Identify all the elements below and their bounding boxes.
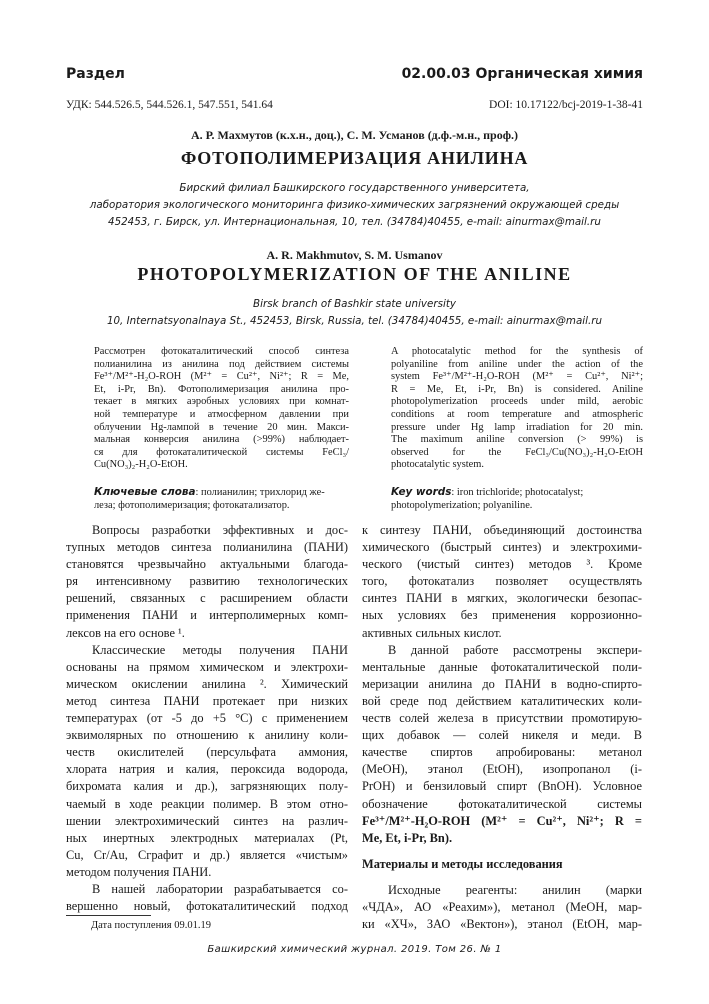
body-line: ческого (чистый синтез) методов ³. Кроме — [362, 557, 642, 572]
body-line: методом получения ПАНИ. — [66, 864, 212, 879]
affiliation-en-line: Birsk branch of Bashkir state university — [253, 298, 456, 310]
title-en: PHOTOPOLYMERIZATION OF THE ANILINE — [137, 264, 572, 284]
abstract-en-line: polyaniline from aniline under the action of the — [391, 358, 643, 370]
keywords-en-line — [391, 486, 643, 500]
abstract-en-line: photocatalytic system. — [391, 459, 484, 471]
body-line: PrOH) и бензиловый спирт (BnOH). Условное — [362, 779, 642, 794]
body-line: температурах (от -5 до +5 °С) с применением — [66, 711, 348, 726]
abstract-ru-line: Рассмотрен фотокаталитический способ синтеза — [94, 346, 349, 357]
authors-ru: А. Р. Махмутов (к.х.н., доц.), С. М. Усманов (д.ф.-м.н., проф.) — [190, 128, 519, 142]
body-line: шении электрохимический синтез на различ- — [66, 813, 348, 828]
body-line: становятся чрезвычайно актуальными благода- — [66, 557, 348, 572]
abstract-en-line: observed for the FeCl₃/Cu(NO₃)₂-H₂O-EtOH — [391, 446, 643, 458]
abstract-ru-line: Fe³⁺/M²⁺-H₂O-ROH (M²⁺ = Cu²⁺, Ni²⁺; R = Me, — [94, 371, 349, 383]
body-line: ментальные данные фотокаталитической поли- — [362, 659, 642, 674]
affiliation-en — [0, 296, 709, 330]
body-line: тупных методов синтеза полианилина (ПАНИ) — [66, 540, 348, 555]
body-line: ки «ХЧ», ЗАО «Вектон»), этанол (EtOH, мар- — [362, 917, 642, 932]
footnote-rule — [66, 915, 151, 916]
abstract-en — [391, 346, 643, 472]
abstract-ru-line: Cu(NO₃)₂-H₂O-EtOH. — [94, 459, 188, 471]
received-date-footnote: Дата поступления 09.01.19 — [91, 920, 212, 931]
affiliation-ru-line: Бирский филиал Башкирского государственного университета, — [179, 182, 530, 194]
body-line: ных условиях без применения коррозионно- — [362, 608, 642, 623]
keywords-ru — [94, 486, 349, 512]
authors-en: A. R. Makhmutov, S. M. Usmanov — [266, 248, 443, 262]
body-column-right — [362, 522, 642, 933]
body-line: Исходные реагенты: анилин (марки — [388, 882, 642, 897]
keywords-en-text: : iron trichloride; photocatalyst; — [451, 487, 584, 498]
body-line: чаемый в ходе реакции полимер. В этом отно- — [66, 796, 348, 811]
abstract-en-line: photopolymerization proceeds under mild, aerobic — [391, 396, 643, 408]
abstract-en-line: A photocatalytic method for the synthesis of — [391, 346, 643, 357]
abstract-ru-line: мальная конверсия анилина (>99%) наблюдает- — [94, 434, 349, 446]
abstract-en-line: pressure under Hg lamp irradiation for 20 min. — [391, 421, 643, 433]
identifiers-row — [66, 99, 643, 113]
body-line: активных сильных кислот. — [362, 625, 502, 640]
udk-code: УДК: 544.526.5, 544.526.1, 547.551, 541.64 — [66, 99, 273, 111]
body-line: метод синтеза ПАНИ протекает при низких — [66, 693, 348, 708]
title-ru: ФОТОПОЛИМЕРИЗАЦИЯ АНИЛИНА — [180, 148, 529, 168]
body-line: качестве спиртов апробированы: метанол — [362, 745, 642, 760]
body-line: мическом окислении анилина ². Химический — [66, 676, 348, 691]
body-line: к синтезу ПАНИ, объединяющий достоинства — [362, 523, 642, 537]
body-line: бихромата калия и др.), загрязняющих полу- — [66, 779, 348, 794]
section-label: Раздел — [66, 66, 125, 82]
page-header — [66, 66, 643, 84]
body-line: лексов на его основе ¹. — [66, 625, 185, 640]
keywords-ru-text: : полианилин; трихлорид же- — [195, 487, 325, 498]
abstract-ru-line: полианилина из анилина под действием системы — [94, 358, 349, 370]
body-line: решений, связанных с расширением области — [66, 591, 348, 606]
abstract-ru-line: текает в мягких аэробных условиях при комнат- — [94, 396, 349, 408]
body-line: щих добавок — солей никеля и меди. В — [362, 728, 642, 743]
affiliation-ru — [0, 180, 709, 231]
body-line: В нашей лаборатории разрабатывается со- — [92, 881, 348, 896]
body-line: меризации анилина до ПАНИ в водно-спирто- — [362, 676, 642, 691]
body-line: честв окислителей (персульфата аммония, — [66, 745, 348, 760]
abstract-en-line: conditions at room temperature and atmospheric — [391, 408, 643, 420]
abstract-ru-line: ся для фотокаталитической системы FeCl₃/ — [94, 446, 349, 458]
body-line: химического (быстрый синтез) и электрохими- — [362, 540, 642, 555]
body-line: вой среде под действием каталитических коли- — [362, 693, 642, 708]
body-line: обозначение фотокаталитической системы — [362, 796, 642, 811]
body-line: Классические методы получения ПАНИ — [92, 642, 348, 657]
keywords-ru-line: леза; фотополимеризация; фотокатализатор. — [94, 499, 290, 511]
rubric-label: 02.00.03 Органическая химия — [401, 66, 643, 82]
affiliation-ru-line: 452453, г. Бирск, ул. Интернациональная, 10, тел. (34784)40455, e-mail: ainurmax@mail.ru — [108, 216, 601, 228]
abstract-en-line: system Fe³⁺/M²⁺-H₂O-ROH (M²⁺ = Cu²⁺, Ni²⁺; — [391, 371, 643, 383]
body-line: «ЧДА», АО «Реахим»), метанол (MeOH, мар- — [362, 899, 642, 914]
body-column-left — [66, 522, 348, 915]
body-line: вершенно новый, фотокаталитический подход — [66, 899, 348, 914]
body-line: честв солей железа в присутствии промотирую- — [362, 711, 642, 726]
keywords-en — [391, 486, 643, 512]
affiliation-ru-line: лаборатория экологического мониторинга физико-химических загрязнений окружающей среды — [89, 199, 620, 211]
abstract-en-line: R = Me, Et, i-Pr, Bn) is considered. Aniline — [391, 383, 643, 395]
body-line: ных инертных электродных материалах (Pt, — [66, 830, 348, 845]
keywords-ru-line — [94, 486, 349, 500]
body-line: хлората натрия и калия, пероксида водорода, — [66, 762, 348, 777]
body-line: Вопросы разработки эффективных и дос- — [92, 523, 348, 537]
body-line: синтез ПАНИ в мягких, экологически безопас- — [362, 591, 642, 606]
keywords-ru-label: Ключевые слова — [94, 486, 196, 498]
body-line: В данной работе рассмотрены экспери- — [388, 642, 642, 657]
journal-footer: Башкирский химический журнал. 2019. Том 26. № 1 — [207, 944, 502, 955]
body-line: применения ПАНИ и интерполимерных комп- — [66, 608, 348, 623]
doi-link[interactable]: DOI: 10.17122/bcj-2019-1-38-41 — [489, 99, 643, 111]
abstract-ru-line: ной температуре и атмосферном давлении при — [94, 408, 349, 420]
body-line-formula: Me, Et, i-Pr, Bn). — [362, 830, 453, 845]
abstract-en-line: The maximum aniline conversion (> 99%) is — [391, 434, 643, 446]
abstract-ru-line: облучении Hg-лампой в течение 20 мин. Макси- — [94, 421, 349, 433]
keywords-en-line: photopolymerization; polyaniline. — [391, 499, 533, 511]
abstract-ru — [94, 346, 349, 472]
section-heading: Материалы и методы исследования — [362, 856, 563, 871]
body-line: эквимолярных по отношению к анилину коли- — [66, 728, 348, 743]
affiliation-en-line: 10, Internatsyonalnaya St., 452453, Birsk, Russia, tel. (34784)40455, e-mail: ainurmax@mail.ru — [106, 315, 603, 327]
body-line: ря интенсивному развитию технологических — [66, 574, 348, 589]
body-line: Cu, Cr/Au, Cграфит и др.) является «чистым» — [66, 847, 348, 862]
body-line: того, фотокатализ позволяет осуществлять — [362, 574, 642, 589]
body-line: основаны на прямом химическом и электрохи- — [66, 659, 348, 674]
keywords-en-label: Key words — [391, 486, 452, 498]
abstract-ru-line: Et, i-Pr, Bn). Фотополимеризация анилина про- — [94, 383, 349, 395]
body-line-formula: Fe³⁺/M²⁺-H₂O-ROH (M²⁺ = Cu²⁺, Ni²⁺; R = — [362, 813, 642, 828]
body-line: (MeOH), этанол (EtOH), изопропанол (i- — [362, 762, 642, 777]
